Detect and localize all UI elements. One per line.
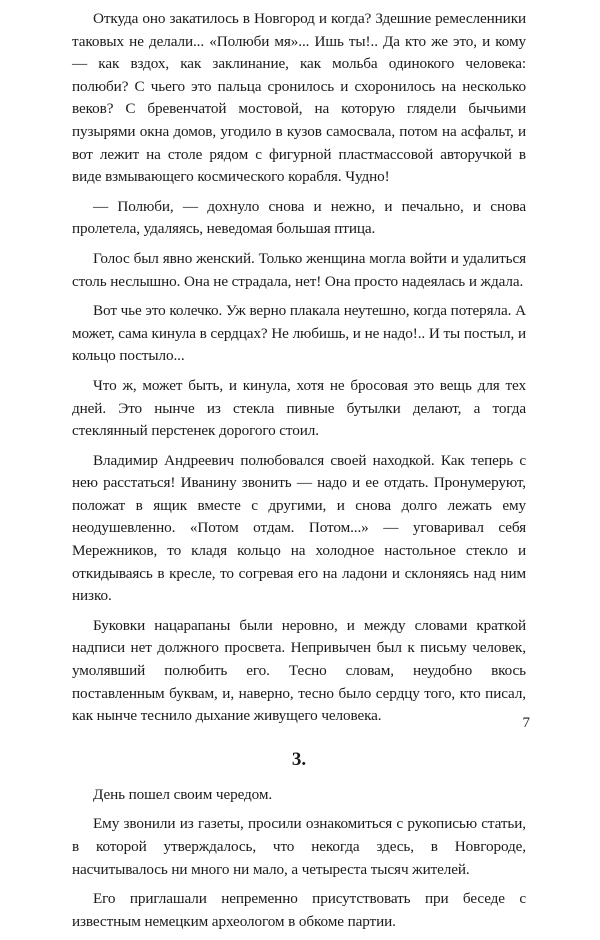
paragraph: Буковки нацарапаны были неровно, и между словами краткой надписи нет должного просвета. Непривычен был к письму человек, умолявший полюбить его. Тесно словам, неудобно вкось поставленным буквам, и, наверно, тесно было сердцу того, кто писал, как нынче теснило дыхание живущего человека. — [72, 616, 526, 725]
paragraph: Ему звонили из газеты, просили ознакомиться с рукописью статьи, в которой утверждалось, что некогда здесь, в Новгороде, насчитывалось ни много ни мало, а четыреста тысяч жителей. — [72, 815, 526, 878]
paragraph: Владимир Андреевич полюбовался своей находкой. Как теперь с нею расстаться! Иванину звонить — надо и ее отдать. Пронумеруют, положат в ящик вместе с другими, и снова долго лежать ему неодушевленно. «Потом отдам. Потом...» — уговаривал себя Мережников, то кладя кольцо на холодное настольное стекло и откидываясь в кресле, то согревая его на ладони и склоняясь над ним низко. — [72, 451, 526, 605]
paragraph: Голос был явно женский. Только женщина могла войти и удалиться столь неслышно. Она не страдала, нет! Она просто надеялась и ждала. — [72, 249, 526, 290]
paragraph: — Полюби, — дохнуло снова и нежно, и печально, и снова пролетела, удаляясь, неведомая большая птица. — [72, 197, 526, 238]
paragraph: Вот чье это колечко. Уж верно плакала неутешно, когда потеряла. А может, сама кинула в сердцах? Не любишь, и не надо!.. И ты постыл, и кольцо постыло... — [72, 302, 526, 365]
paragraph: Его приглашали непременно присутствовать при беседе с известным немецким археологом в обкоме партии. — [72, 890, 526, 930]
paragraph: Что ж, может быть, и кинула, хотя не бросовая это вещь для тех дней. Это нынче из стекла пивные бутылки делают, а тогда стеклянный перстенек дорогого стоил. — [72, 376, 526, 440]
book-page — [72, 8, 526, 940]
paragraph: Откуда оно закатилось в Новгород и когда? Здешние ремесленники таковых не делали... «Полюби мя»... Ишь ты!.. Да кто же это, и кому — как вздох, как заклинание, как мольба одинокого человека: полюби? С чьего это пальца сронилось и схоронилось на несколько веков? С бревенчатой мостовой, на которую глядели бычьими пузырями окна домов, угодило в кузов самосвала, потом на асфальт, и вот лежит на столе рядом с фигурной пластмассовой авторучкой в виде взмывающего космического корабля. Чудно! — [72, 10, 526, 186]
page-number: 7 — [522, 715, 530, 731]
paragraph: День пошел своим чередом. — [93, 785, 273, 803]
section-heading: 3. — [291, 748, 307, 770]
